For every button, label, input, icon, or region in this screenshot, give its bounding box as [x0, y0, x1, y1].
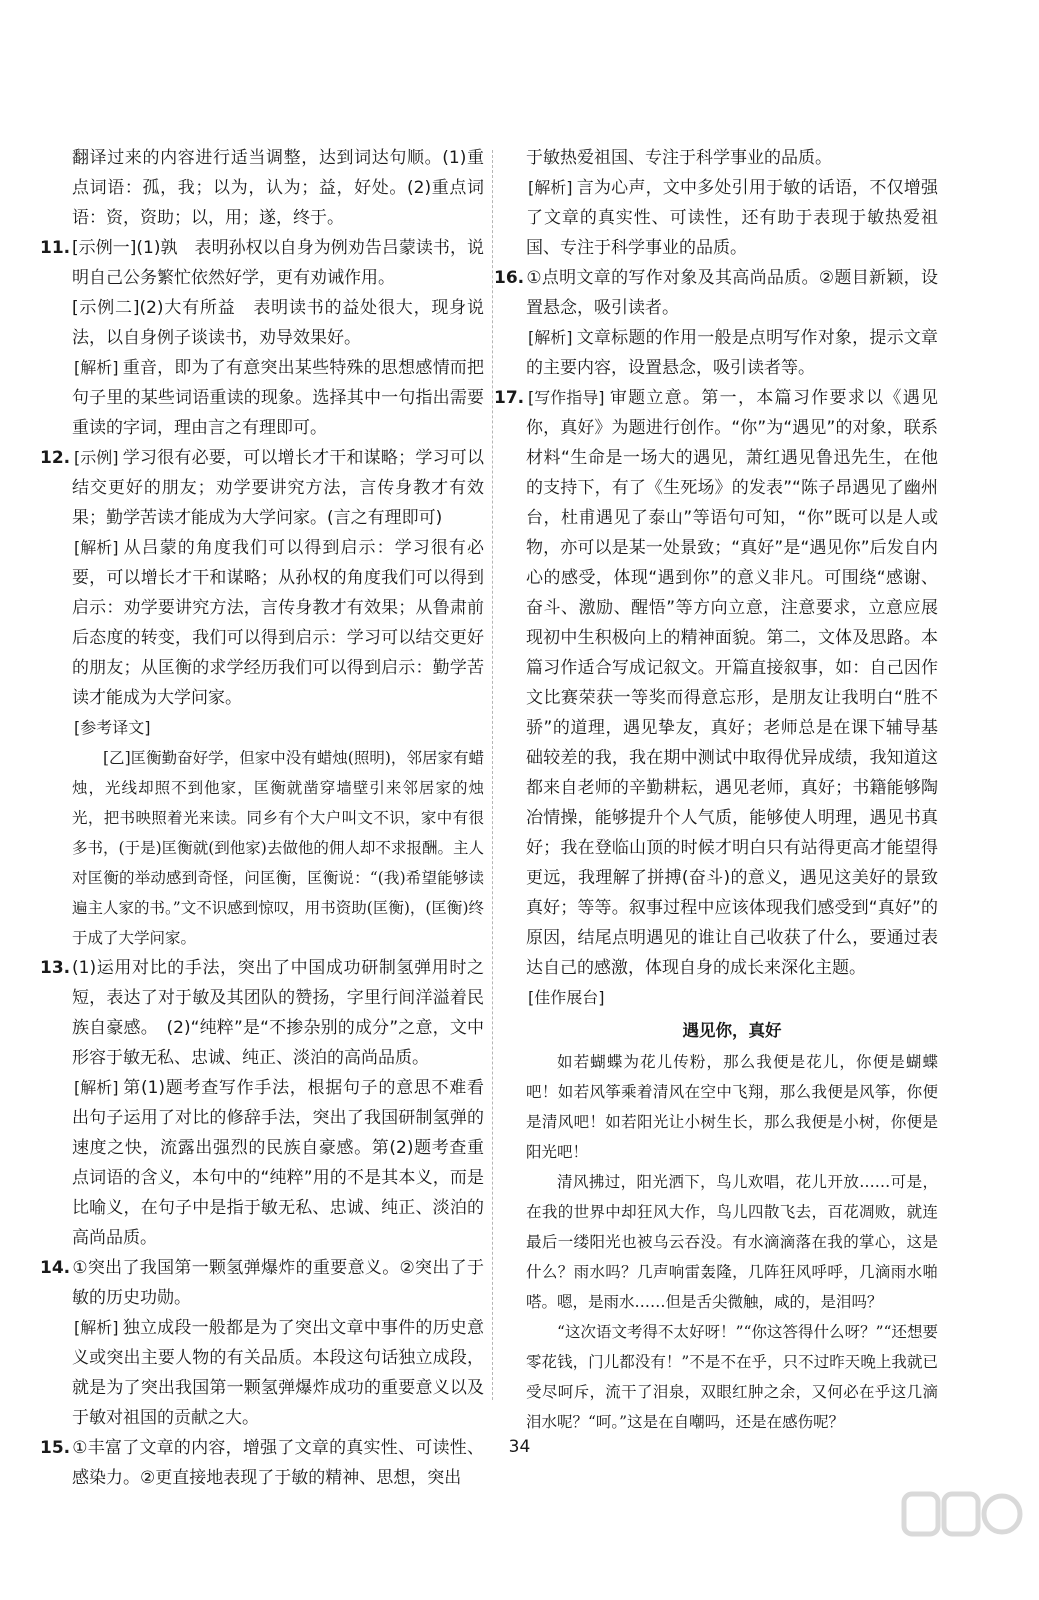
answer-text: (1)运用对比的手法，突出了中国成功研制氢弹用时之短，表达了对于敏及其团队的赞扬，字里行间洋溢着民族自豪感。 (2)“纯粹”是“不掺杂别的成分”之意，文中形容于敏无私、忠诚、纯正、淡泊的高尚品质。: [72, 958, 484, 1068]
writing-guide-tag: [ 写作指导 ]: [526, 388, 607, 408]
question-number: 14.: [40, 1258, 71, 1278]
question-number: 12.: [40, 448, 71, 468]
model-essay: [526, 983, 938, 1437]
analysis-tag: [ 解析 ]: [526, 328, 575, 348]
question-number: 13.: [40, 958, 71, 978]
analysis-tag: [ 解析 ]: [72, 1078, 121, 1098]
left-column: [40, 143, 484, 1493]
question-number: 15.: [40, 1438, 71, 1458]
answer-text: ①突出了我国第一颗氢弹爆炸的重要意义。②突出了于敏的历史功勋。: [72, 1258, 484, 1308]
essay-tag: [ 佳作展台 ]: [526, 988, 607, 1008]
question-13: [40, 953, 484, 1253]
page-number: 34: [508, 1437, 531, 1457]
question-16: [494, 263, 938, 383]
watermark-logo: [896, 1486, 1026, 1578]
analysis-text: 重音，即为了有意突出某些特殊的思想感情而把句子里的某些词语重读的现象。选择其中一句指出需要重读的字词，理由言之有理即可。: [72, 358, 484, 438]
question-number: 16.: [494, 268, 525, 288]
essay-paragraph-3: “这次语文考得不太好呀！”“你这答得什么呀？”“还想要零花钱，门儿都没有！”不是不在乎，只不过昨天晚上我就已受尽呵斥，流干了泪泉，双眼红肿之余，又何必在乎这几滴泪水呢？“呵。”这是在自嘲吗，还是在感伤呢？: [526, 1323, 938, 1431]
analysis-text: 文章标题的作用一般是点明写作对象，提示文章的主要内容，设置悬念，吸引读者等。: [526, 328, 938, 378]
answer-example-2: [示例二](2)大有所益 表明读书的益处很大，现身说法，以自身例子谈读书，劝导效果好。: [72, 298, 484, 348]
question-14: [40, 1253, 484, 1433]
question-number: 17.: [494, 388, 525, 408]
analysis-text: 言为心声，文中多处引用于敏的话语，不仅增强了文章的真实性、可读性，还有助于表现于敏热爱祖国、专注于科学事业的品质。: [526, 178, 938, 258]
analysis-tag: [ 解析 ]: [72, 1318, 121, 1338]
analysis-text: 独立成段一般都是为了突出文章中事件的历史意义或突出主要人物的有关品质。本段这句话独立成段，就是为了突出我国第一颗氢弹爆炸成功的重要意义以及于敏对祖国的贡献之大。: [72, 1318, 484, 1428]
writing-guide-text: 审题立意。第一，本篇习作要求以《遇见你，真好》为题进行创作。“你”为“遇见”的对象，联系材料“生命是一场大的遇见，萧红遇见鲁迅先生，在他的支持下，有了《生死场》的发表”“陈子昂遇见了幽州台，杜甫遇见了泰山”等语句可知，“你”既可以是人或物，亦可以是某一处景致；“真好”是“遇见你”后发自内心的感受，体现“遇到你”的意义非凡。可围绕“感谢、奋斗、激励、醒悟”等方向立意，注意要求，立意应展现初中生积极向上的精神面貌。第二，文体及思路。本篇习作适合写成记叙文。开篇直接叙事，如：自己因作文比赛荣获一等奖而得意忘形，是朋友让我明白“胜不骄”的道理，遇见挚友，真好；老师总是在课下辅导基础较差的我，我在期中测试中取得优异成绩，我知道这都来自老师的辛勤耕耘，遇见老师，真好；书籍能够陶冶情操，能够提升个人气质，能够使人明理，遇见书真好；我在登临山顶的时候才明白只有站得更高才能望得更远，我理解了拼搏(奋斗)的意义，遇见这美好的景致真好；等等。叙事过程中应该体现我们感受到“真好”的原因，结尾点明遇见的谁让自己收获了什么，要通过表达自己的感激，体现自身的成长来深化主题。: [526, 388, 938, 978]
question-number: 11.: [40, 238, 71, 258]
essay-paragraph-1: 如若蝴蝶为花儿传粉，那么我便是花儿，你便是蝴蝶吧！如若风筝乘着清风在空中飞翔，那么我便是风筝，你便是清风吧！如若阳光让小树生长，那么我便是小树，你便是阳光吧！: [526, 1053, 938, 1161]
right-column: [494, 143, 938, 1437]
analysis-text: 第(1)题考查写作手法，根据句子的意思不难看出句子运用了对比的修辞手法，突出了我国研制氢弹的速度之快，流露出强烈的民族自豪感。第(2)题考查重点词语的含义，本句中的“纯粹”用的不是其本义，而是比喻义，在句子中是指于敏无私、忠诚、纯正、淡泊的高尚品质。: [72, 1078, 484, 1248]
answer-15-continued: 于敏热爱祖国、专注于科学事业的品质。: [526, 148, 832, 168]
column-divider: [492, 150, 493, 1400]
analysis-text: 从吕蒙的角度我们可以得到启示：学习很有必要，可以增长才干和谋略；从孙权的角度我们可以得到启示：劝学要讲究方法，言传身教才有效果；从鲁肃前后态度的转变，我们可以得到启示：学习可以结交更好的朋友；从匡衡的求学经历我们可以得到启示：勤学苦读才能成为大学问家。: [72, 538, 484, 708]
question-17: [494, 383, 938, 983]
analysis-tag: [ 解析 ]: [526, 178, 575, 198]
answer-text: ①丰富了文章的内容，增强了文章的真实性、可读性、感染力。②更直接地表现了于敏的精神、思想，突出: [72, 1438, 484, 1488]
essay-paragraph-2: 清风拂过，阳光洒下，鸟儿欢唱，花儿开放……可是，在我的世界中却狂风大作，鸟儿四散飞去，百花凋败，就连最后一缕阳光也被乌云吞没。有水滴滴落在我的掌心，这是什么？雨水吗？几声响雷轰隆，几阵狂风呼呼，几滴雨水啪嗒。嗯，是雨水……但是舌尖微触，咸的，是泪吗？: [526, 1173, 938, 1311]
answer-10-continued: 翻译过来的内容进行适当调整，达到词达句顺。(1)重点词语：孤，我；以为，认为；益，好处。(2)重点词语：资，资助；以，用；遂，终于。: [72, 148, 484, 228]
reference-text: [乙]匡衡勤奋好学，但家中没有蜡烛(照明)，邻居家有蜡烛，光线却照不到他家，匡衡就凿穿墙壁引来邻居家的烛光，把书映照着光来读。同乡有个大户叫文不识，家中有很多书，(于是)匡衡就(到他家)去做他的佣人却不求报酬。主人对匡衡的举动感到奇怪，问匡衡，匡衡说：“(我)希望能够读遍主人家的书。”文不识感到惊叹，用书资助(匡衡)，(匡衡)终于成了大学问家。: [72, 749, 484, 947]
answer-example-1: [示例一](1)孰 表明孙权以自身为例劝告吕蒙读书，说明自己公务繁忙依然好学，更有劝诫作用。: [72, 238, 484, 288]
reference-translation: [72, 713, 484, 953]
example-tag: [ 示例 ]: [72, 448, 121, 468]
question-12: [40, 443, 484, 713]
answer-text: 学习很有必要，可以增长才干和谋略；学习可以结交更好的朋友；劝学要讲究方法，言传身教才有效果；勤学苦读才能成为大学问家。(言之有理即可): [72, 448, 484, 528]
essay-title: 遇见你，真好: [682, 1021, 782, 1040]
answer-text: ①点明文章的写作对象及其高尚品质。②题目新颖，设置悬念，吸引读者。: [526, 268, 938, 318]
analysis-tag: [ 解析 ]: [72, 358, 121, 378]
question-11: [40, 233, 484, 443]
analysis-tag: [ 解析 ]: [72, 538, 121, 558]
reference-tag: [ 参考译文 ]: [72, 718, 153, 738]
